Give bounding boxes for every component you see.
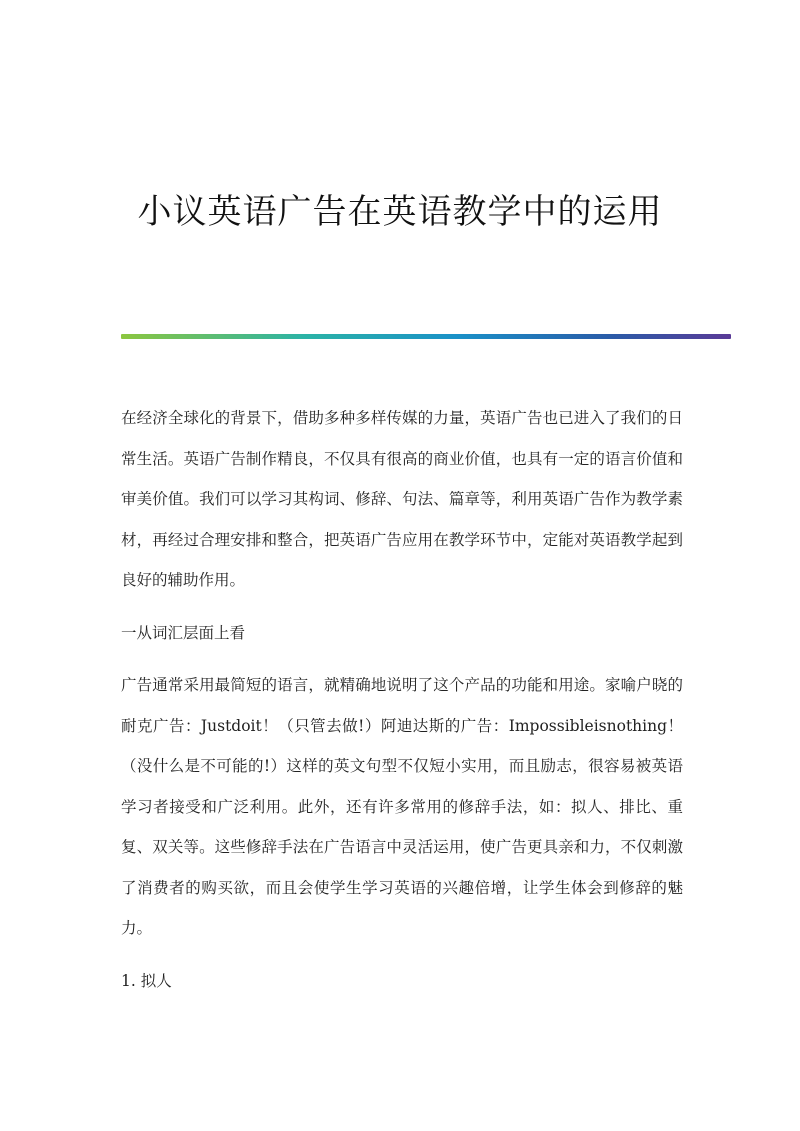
- section-heading-vocabulary: 一从词汇层面上看: [121, 623, 246, 642]
- vocabulary-paragraph: 广告通常采用最简短的语言，就精确地说明了这个产品的功能和用途。家喻户晓的耐克广告：Justdoit！（只管去做!）阿迪达斯的广告：Impossibleisnothing！（没什么是不可能的!）这样的英文句型不仅短小实用，而且励志，很容易被英语学习者接受和广泛利用。此外，还有许多常用的修辞手法，如：拟人、排比、重复、双关等。这些修辞手法在广告语言中灵活运用，使广告更具亲和力，不仅刺激了消费者的购买欲，而且会使学生学习英语的兴趣倍增，让学生体会到修辞的魅力。: [121, 676, 683, 937]
- intro-paragraph: 在经济全球化的背景下，借助多种多样传媒的力量，英语广告也已进入了我们的日常生活。英语广告制作精良，不仅具有很高的商业价值，也具有一定的语言价值和审美价值。我们可以学习其构词、修辞、句法、篇章等，利用英语广告作为教学素材，再经过合理安排和整合，把英语广告应用在教学环节中，定能对英语教学起到良好的辅助作用。: [121, 409, 683, 589]
- page-title: 小议英语广告在英语教学中的运用: [137, 192, 663, 232]
- document-body: [121, 398, 683, 1013]
- title-divider: [121, 334, 731, 339]
- subsection-heading-personification: 1. 拟人: [121, 971, 172, 990]
